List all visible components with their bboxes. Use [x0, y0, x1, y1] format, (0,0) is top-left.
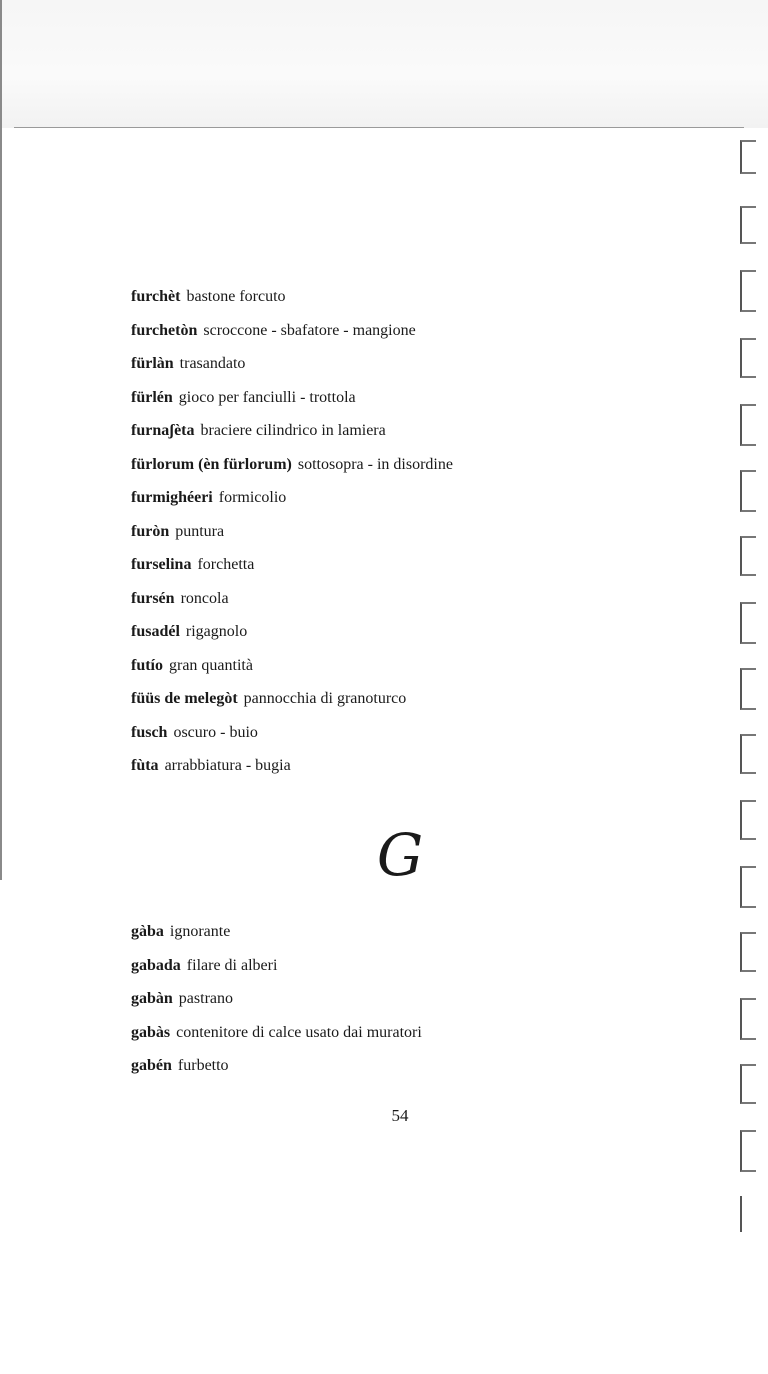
entries-f — [131, 285, 691, 788]
entry-term: fursén — [131, 589, 175, 607]
entry-term: furchetòn — [131, 321, 198, 339]
entry-term: fürlorum (èn fürlorum) — [131, 455, 292, 473]
entry-term: furòn — [131, 522, 170, 540]
dictionary-entry — [131, 687, 691, 721]
entry-definition: pastrano — [178, 990, 233, 1007]
dictionary-entry — [131, 419, 691, 453]
entry-term: gabàs — [131, 1023, 171, 1041]
scan-shadow-top — [0, 0, 768, 128]
dictionary-entry — [131, 486, 691, 520]
section-letter: G — [376, 821, 424, 889]
dictionary-entry — [131, 654, 691, 688]
entry-definition: bastone forcuto — [186, 288, 286, 305]
dictionary-entry — [131, 386, 691, 420]
entry-definition: ignorante — [169, 923, 231, 940]
entry-definition: puntura — [175, 522, 225, 540]
entry-term: füüs de melegòt — [131, 690, 238, 707]
dictionary-entry — [131, 453, 691, 487]
dictionary-entry — [131, 553, 691, 587]
entry-definition: braciere cilindrico in lamiera — [200, 422, 386, 439]
entry-term: furselina — [131, 556, 192, 573]
entry-definition: formicolio — [218, 489, 287, 506]
entry-definition: gran quantità — [169, 656, 253, 674]
dictionary-entry — [131, 587, 691, 621]
entry-definition: contenitore di calce usato dai muratori — [176, 1023, 422, 1041]
dictionary-entry — [131, 987, 691, 1021]
entry-definition: forchetta — [197, 556, 255, 573]
spiral-binding — [738, 130, 764, 1250]
entry-term: gabén — [131, 1057, 172, 1074]
dictionary-entry — [131, 620, 691, 654]
entry-term: futío — [131, 656, 163, 674]
page-number: 54 — [391, 1106, 409, 1125]
dictionary-entry — [131, 520, 691, 554]
entries-g — [131, 920, 691, 1088]
dictionary-entry — [131, 319, 691, 353]
scan-left-edge — [0, 0, 2, 880]
entry-term: furchèt — [131, 288, 181, 305]
entry-definition: arrabbiatura - bugia — [164, 757, 291, 774]
dictionary-entry — [131, 1021, 691, 1055]
entry-term: fürlàn — [131, 355, 174, 372]
entry-term: furnaʃèta — [131, 422, 195, 439]
entry-term: fusadél — [131, 623, 180, 640]
entry-term: furmighéeri — [131, 489, 213, 506]
entry-definition: scroccone - sbafatore - mangione — [203, 321, 416, 339]
entry-term: gabada — [131, 956, 181, 974]
entry-term: gabàn — [131, 990, 173, 1007]
entry-definition: pannocchia di granoturco — [243, 690, 407, 707]
entry-definition: roncola — [180, 589, 229, 607]
entry-definition: furbetto — [177, 1057, 229, 1074]
dictionary-entry — [131, 954, 691, 988]
dictionary-entry — [131, 920, 691, 954]
dictionary-entry — [131, 754, 691, 788]
dictionary-entry — [131, 352, 691, 386]
dictionary-entry — [131, 285, 691, 319]
entry-term: fusch — [131, 723, 168, 741]
entry-definition: filare di alberi — [186, 956, 278, 974]
entry-definition: sottosopra - in disordine — [297, 455, 453, 473]
scan-edge-line — [14, 127, 744, 128]
entry-definition: gioco per fanciulli - trottola — [178, 388, 356, 406]
entry-term: gàba — [131, 923, 164, 940]
entry-definition: trasandato — [179, 355, 246, 372]
entry-term: fùta — [131, 757, 159, 774]
entry-definition: oscuro - buio — [173, 723, 258, 741]
entry-definition: rigagnolo — [185, 623, 248, 640]
dictionary-entry — [131, 721, 691, 755]
dictionary-entry — [131, 1054, 691, 1088]
entry-term: fürlén — [131, 388, 173, 406]
